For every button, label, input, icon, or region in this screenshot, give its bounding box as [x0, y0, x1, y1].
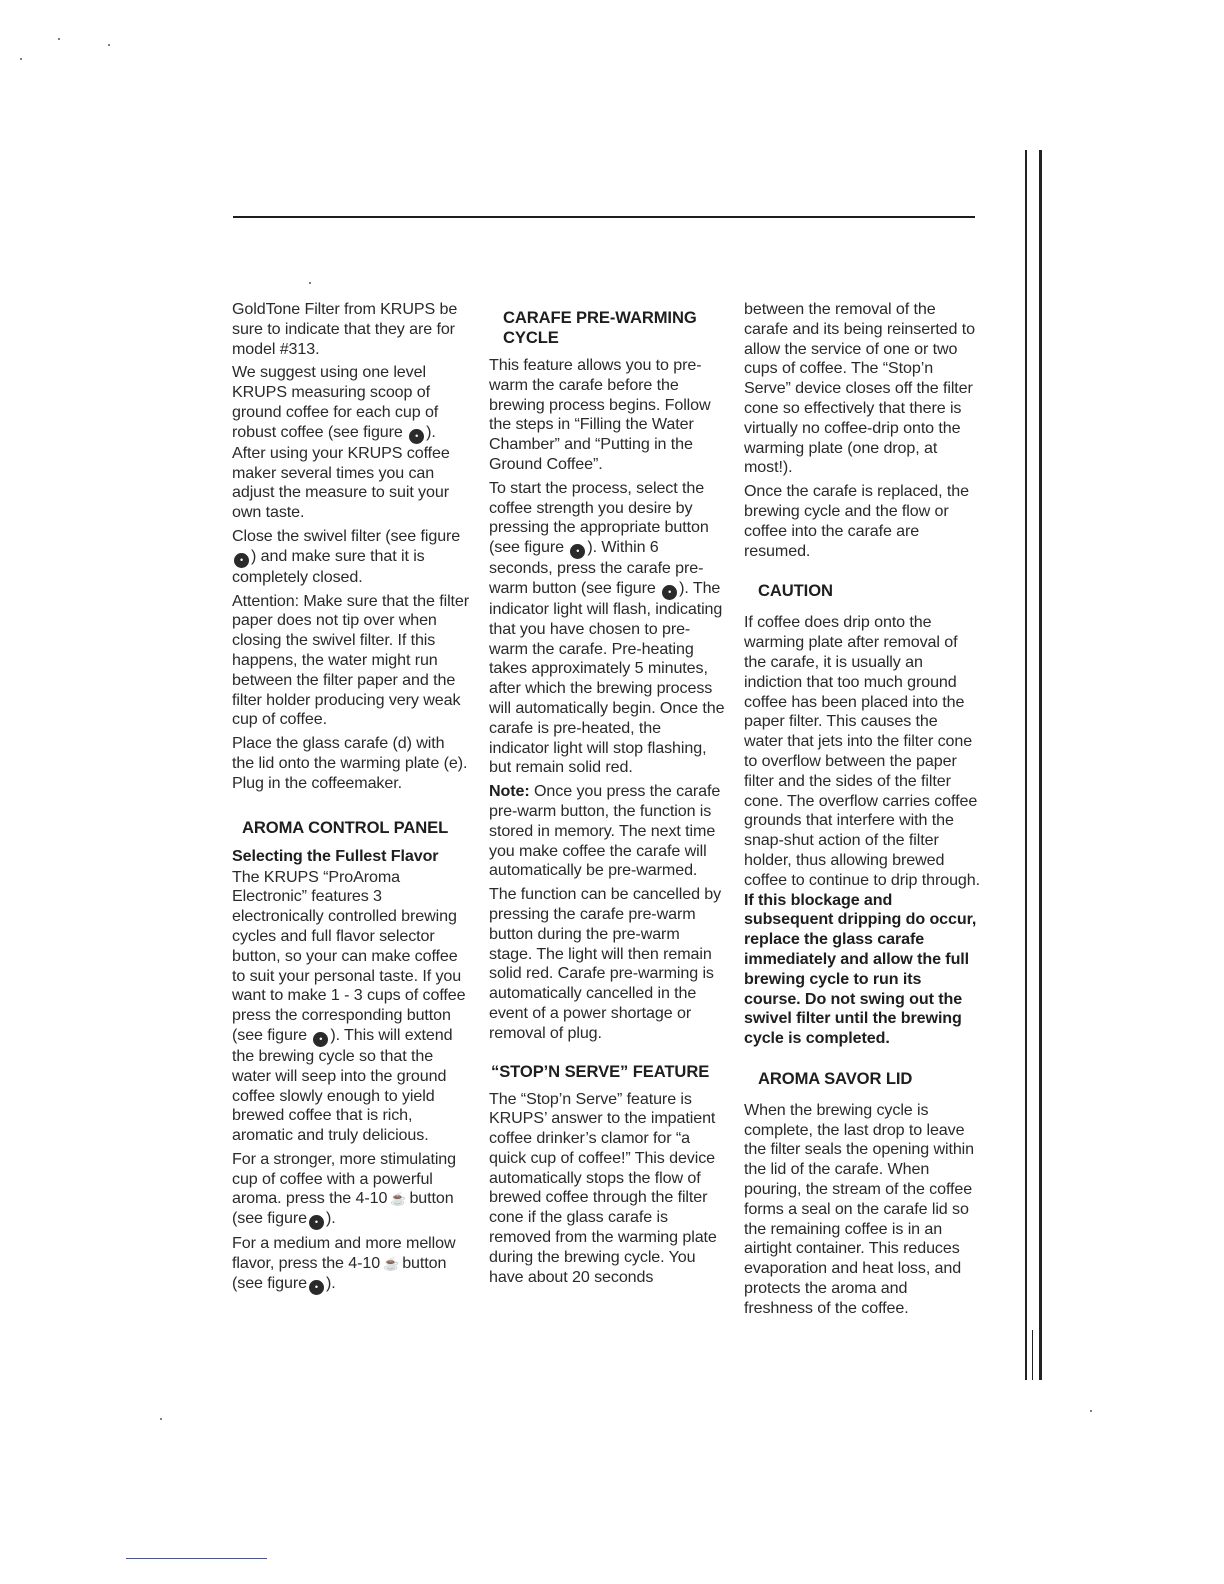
strong-cup-icon: ☕	[390, 1191, 407, 1207]
paragraph: Attention: Make sure that the filter paper does not tip over when closing the swivel filter. If this happens, the water might run between the filter paper and the filter holder producing very weak cup of coffee.	[232, 591, 470, 729]
footer-underline	[126, 1558, 267, 1559]
text-run: ). The indicator light will flash, indicating that you have chosen to pre-warm the carafe. Pre-heating takes approximately 5 minutes, after which the brewing process will automatically begin. Once the carafe is pre-heated, the indicator light will stop flashing, but remain solid red.	[489, 578, 725, 777]
paragraph: Place the glass carafe (d) with the lid onto the warming plate (e). Plug in the coffeemaker.	[232, 734, 468, 792]
paragraph	[489, 479, 725, 778]
text-run: Close the swivel filter (see figure	[232, 526, 461, 545]
text-run: button (see figure	[232, 1254, 447, 1292]
scan-speck	[58, 38, 60, 40]
scan-speck	[160, 1418, 162, 1420]
paragraph	[232, 1234, 470, 1295]
binding-edge-line	[1025, 150, 1027, 1380]
figure-marker-icon: •	[309, 1280, 324, 1295]
paragraph: GoldTone Filter from KRUPS be sure to indicate that they are for model #313.	[232, 300, 458, 358]
paragraph: between the removal of the carafe and its being reinserted to allow the service of one or two cups of coffee. The “Stop’n Serve” device closes off the filter cone so effectively that there is virtually no coffee-drip onto the warming plate (one drop, at most!).	[744, 300, 975, 477]
figure-marker-icon: •	[662, 585, 677, 600]
paragraph: The “Stop’n Serve” feature is KRUPS’ answer to the impatient coffee drinker’s clamor for “a quick cup of coffee!” This device automatically stops the flow of brewed coffee through the filter cone if the glass carafe is removed from the warming plate during the brewing cycle. You have about 20 seconds	[489, 1089, 717, 1286]
mild-cup-icon: ☕	[383, 1256, 400, 1272]
text-column-middle	[489, 308, 725, 1291]
paragraph	[744, 613, 980, 1049]
figure-marker-icon: •	[570, 544, 585, 559]
subsection-heading: Selecting the Fullest Flavor	[232, 846, 439, 865]
section-heading: “STOP’N SERVE” FEATURE	[491, 1061, 710, 1081]
section-heading: CAUTION	[758, 581, 833, 601]
text-run: For a medium and more mellow flavor, press the 4-10	[232, 1234, 456, 1273]
text-run: ). After using your KRUPS coffee maker several times you can adjust the measure to suit your own taste.	[232, 422, 450, 522]
figure-marker-icon: •	[309, 1215, 324, 1230]
paragraph: Once the carafe is replaced, the brewing cycle and the flow or coffee into the carafe are resumed.	[744, 482, 969, 560]
scan-speck	[1090, 1410, 1092, 1412]
binding-edge-line	[1032, 1330, 1033, 1380]
paragraph	[232, 363, 470, 523]
text-run: We suggest using one level KRUPS measuring scoop of ground coffee for each cup of robust coffee (see figure	[232, 363, 439, 441]
section-heading: CARAFE PRE-WARMING CYCLE	[503, 308, 697, 347]
text-run: ).	[325, 1273, 336, 1292]
paragraph	[232, 1150, 470, 1230]
figure-marker-icon: •	[313, 1032, 328, 1047]
text-run: The KRUPS “ProAroma Electronic” features 3 electronically controlled brewing cycles and full flavor selector button, so your can make coffee to suit your personal taste. If you want to make 1 - 3 cups of coffee press the corresponding button (see figure	[232, 867, 466, 1044]
section-heading: AROMA SAVOR LID	[758, 1068, 913, 1088]
figure-marker-icon: •	[234, 553, 249, 568]
text-column-right	[744, 300, 980, 1323]
paragraph	[232, 868, 470, 1146]
scan-speck	[108, 44, 110, 46]
section-heading: AROMA CONTROL PANEL	[242, 817, 449, 837]
paragraph	[232, 527, 470, 588]
paragraph: When the brewing cycle is complete, the last drop to leave the filter seals the opening within the lid of the carafe. When pouring, the stream of the coffee forms a seal on the carafe lid so the remaining coffee is in an airtight container. This reduces evaporation and heat loss, and protects the aroma and freshness of the coffee.	[744, 1100, 975, 1317]
text-run: If coffee does drip onto the warming plate after removal of the carafe, it is usually an indiction that too much ground coffee has been placed into the paper filter. This causes the water that jets into the filter cone to overflow between the paper filter and the sides of the filter cone. The overflow carries coffee grounds that interfere with the snap-shut action of the filter holder, thus allowing brewed coffee to continue to drip through.	[744, 613, 980, 889]
warning-text: If this blockage and subsequent dripping do occur, replace the glass carafe immediately and allow the full brewing cycle to run its course. Do not swing out the swivel filter until the brewing cycle is completed.	[744, 890, 977, 1048]
paragraph: The function can be cancelled by pressing the carafe pre-warm button during the pre-warm stage. The light will then remain solid red. Carafe pre-warming is automatically cancelled in the event of a power shortage or removal of plug.	[489, 885, 722, 1042]
text-run: ). Within 6 seconds, press the carafe pre-warm button (see figure	[489, 538, 704, 597]
header-rule	[233, 216, 975, 218]
scan-speck	[309, 282, 311, 284]
text-column-left	[232, 300, 470, 1299]
paragraph	[489, 782, 725, 881]
text-run: To start the process, select the coffee strength you desire by pressing the appropriate button (see figure	[489, 478, 709, 557]
text-run: Once you press the carafe pre-warm button, the function is stored in memory. The next time you make coffee the carafe will automatically be pre-warmed.	[489, 782, 721, 880]
text-run: ) and make sure that it is completely closed.	[232, 546, 425, 586]
text-run: ). This will extend the brewing cycle so that the water will seep into the ground coffee slowly enough to yield brewed coffee that is rich, aromatic and truly delicious.	[232, 1025, 453, 1145]
figure-marker-icon: •	[409, 429, 424, 444]
scan-speck	[20, 58, 22, 60]
binding-edge-line	[1039, 150, 1042, 1380]
note-label: Note:	[489, 782, 530, 801]
text-run: For a stronger, more stimulating cup of coffee with a powerful aroma. press the 4-10	[232, 1149, 456, 1208]
text-run: button (see figure	[232, 1189, 454, 1228]
text-run: ).	[325, 1209, 336, 1228]
paragraph: This feature allows you to pre-warm the carafe before the brewing process begins. Follow the steps in “Filling the Water Chamber” and “Putting in the Ground Coffee”.	[489, 356, 711, 473]
